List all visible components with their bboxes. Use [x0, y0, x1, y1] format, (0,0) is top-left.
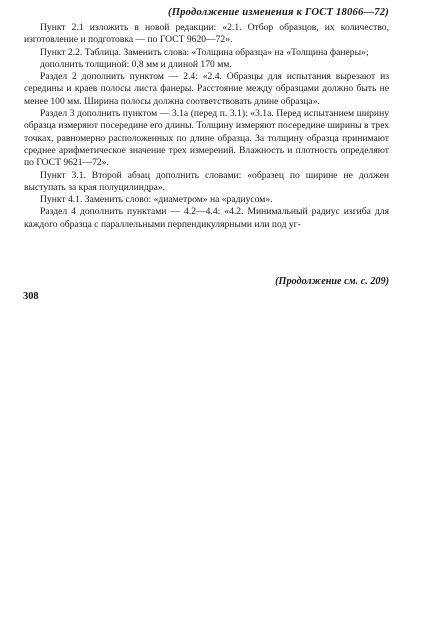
paragraph: Раздел 4 дополнить пунктами — 4.2—4.4: «4.2. Минимальный радиус изгиба для каждого образца с параллельными перпендикулярными или под уг- — [24, 206, 389, 230]
document-body — [24, 22, 389, 231]
paragraph: Пункт 3.1. Второй абзац дополнить словами: «образец по ширине не должен выступать за края полуцилиндра». — [24, 169, 389, 193]
page-number: 308 — [23, 291, 39, 302]
paragraph: Пункт 4.1. Заменить слово: «диаметром» на «радиусом». — [40, 194, 273, 206]
paragraph: Раздел 2 дополнить пунктом — 2.4: «2.4. Образцы для испытания вырезают из середины и краев полосы листа фанеры. Расстояние между образцами должно быть не менее 100 мм. Ширина полосы должна соответствовать длине образца». — [24, 71, 389, 107]
paragraph: дополнить толщиной: 0,8 мм и длиной 170 мм. — [40, 58, 232, 70]
continuation-header: (Продолжение изменения к ГОСТ 18066—72) — [167, 7, 389, 18]
paragraph: Раздел 3 дополнить пунктом — 3.1а (перед п. 3.1): «3.1а. Перед испытанием ширину образца измеряют посередине его длины. Толщину измеряют посередине ширины в трех точках, равномерно расположенных по длине образца. За толщину образца принимают среднее арифметическое значение трех измерений. Влажность и плотность определяют по ГОСТ 9621—72». — [24, 108, 389, 169]
paragraph: Пункт 2.1 изложить в новой редакции: «2.1. Отбор образцов, их количество, изготовление и подготовка — по ГОСТ 9620—72». — [24, 22, 389, 46]
paragraph: Пункт 2.2. Таблица. Заменить слова: «Толщина образца» на «Толщина фанеры»; — [40, 46, 369, 58]
continuation-footer: (Продолжение см. с. 209) — [275, 276, 389, 287]
